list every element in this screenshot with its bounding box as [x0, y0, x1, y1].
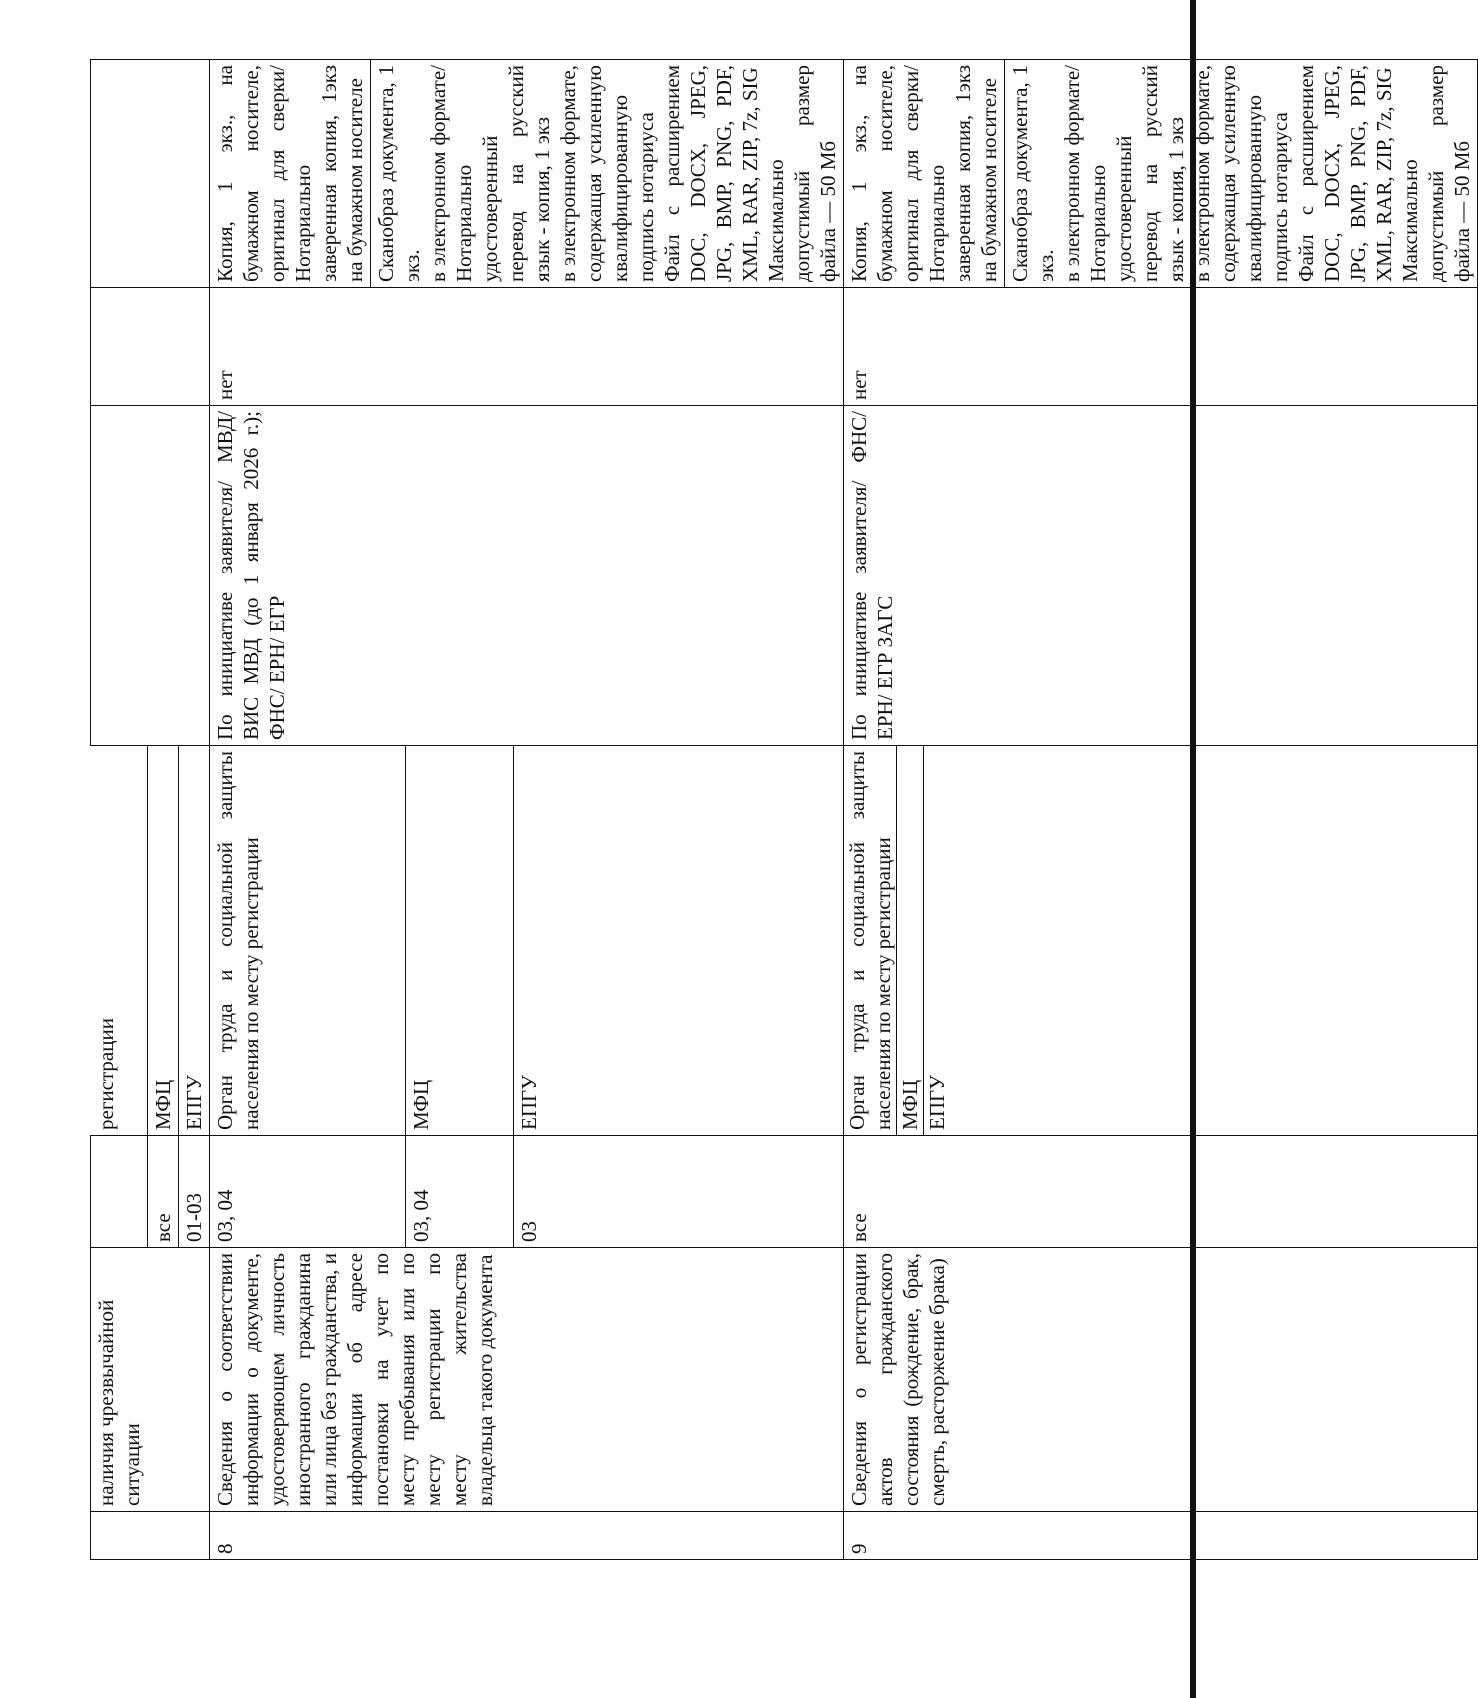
channel-place: ЕПГУ	[923, 746, 950, 1135]
header-mfc: МФЦ	[147, 746, 178, 1136]
electronic-line: Максимально допустимый размер файла — 50 Мб	[763, 65, 840, 282]
documents-table	[90, 59, 1478, 1560]
code-cell: 03, 04	[406, 1136, 513, 1248]
header-row-3	[178, 60, 209, 1560]
electronic-line: в электронном формате, содержащая усиленную квалифицированную подпись нотариуса	[1189, 65, 1292, 282]
channel-place: Орган труда и социальной защиты населения по месту регистрации	[209, 746, 406, 1136]
channels-cell	[843, 746, 1477, 1136]
row-number: 8	[209, 1512, 843, 1560]
channel-place: Орган труда и социальной защиты населения по месту регистрации	[844, 751, 895, 1130]
paper-format: Копия, 1 экз., на бумажном носителе, оригинал для сверки/Нотариально заверенная копия, 1экз на бумажном носителе	[846, 65, 1001, 282]
format-block	[844, 60, 1477, 287]
format-cell	[209, 60, 843, 288]
electronic-line: Сканобраз документа, 1 экз.	[1007, 65, 1058, 282]
electronic-line: в электронном формате, содержащая усиленную квалифицированную подпись нотариуса	[555, 65, 658, 282]
table-row-9	[843, 60, 1477, 1560]
electronic-line: Максимально допустимый размер файла — 50 Мб	[1397, 65, 1474, 282]
channel-place: МФЦ	[896, 746, 923, 1135]
header-code-all: все	[147, 1136, 178, 1248]
code-cell: все	[843, 1136, 1477, 1248]
channel-place: ЕПГУ	[513, 746, 843, 1136]
electronic-format	[1004, 60, 1477, 287]
document-name: Сведения о регистрации актов гражданского состояния (рождение, брак, смерть, расторжение брака)	[843, 1248, 1477, 1512]
electronic-format	[370, 60, 843, 287]
code-cell: 03	[513, 1136, 843, 1248]
rotated-page	[90, 60, 1474, 1560]
code-cell: 03, 04	[209, 1136, 406, 1248]
electronic-line: в электронном формате/ Нотариально удостоверенный перевод на русский язык - копия, 1 экз	[425, 65, 554, 282]
flag-cell: нет	[209, 288, 843, 406]
document-table-container	[90, 60, 1474, 1560]
row-number: 9	[843, 1512, 1477, 1560]
header-epgu: ЕПГУ	[178, 746, 209, 1136]
paper-format: Копия, 1 экз., на бумажном носителе, оригинал для сверки/Нотариально заверенная копия, 1экз на бумажном носителе	[212, 65, 367, 282]
header-code-01-03: 01-03	[178, 1136, 209, 1248]
header-row-1	[91, 60, 148, 1560]
info-source: По инициативе заявителя/ МВД/ ВИС МВД (до 1 января 2026 г.); ФНС/ ЕРН/ ЕГР	[209, 406, 843, 746]
format-cell	[843, 60, 1477, 288]
electronic-line: Файл с расширением DOC, DOCX, JPEG, JPG, BMP, PNG, PDF, XML, RAR, ZIP, 7z, SIG	[659, 65, 762, 282]
header-row-2	[147, 60, 178, 1560]
electronic-line: Сканобраз документа, 1 экз.	[373, 65, 424, 282]
document-name: Сведения о соответствии информации о документе, удостоверяющем личность иностранного гражданина или лица без гражданства, и информации об адресе постановки на учет по месту пребывания или по месту регистрации по месту жительства владельца такого документа	[209, 1248, 843, 1512]
electronic-line: в электронном формате/ Нотариально удостоверенный перевод на русский язык - копия, 1 экз	[1059, 65, 1188, 282]
channels-list	[844, 746, 950, 1135]
header-registration: регистрации	[91, 746, 148, 1136]
table-row-8	[209, 60, 406, 1560]
channel-place: МФЦ	[406, 746, 513, 1136]
electronic-line: Файл с расширением DOC, DOCX, JPEG, JPG, BMP, PNG, PDF, XML, RAR, ZIP, 7z, SIG	[1293, 65, 1396, 282]
flag-cell: нет	[843, 288, 1477, 406]
info-source: По инициативе заявителя/ ФНС/ ЕРН/ ЕГР ЗАГС	[843, 406, 1477, 746]
format-block	[210, 60, 843, 287]
header-situation: наличия чрезвычайной ситуации	[91, 1248, 148, 1512]
